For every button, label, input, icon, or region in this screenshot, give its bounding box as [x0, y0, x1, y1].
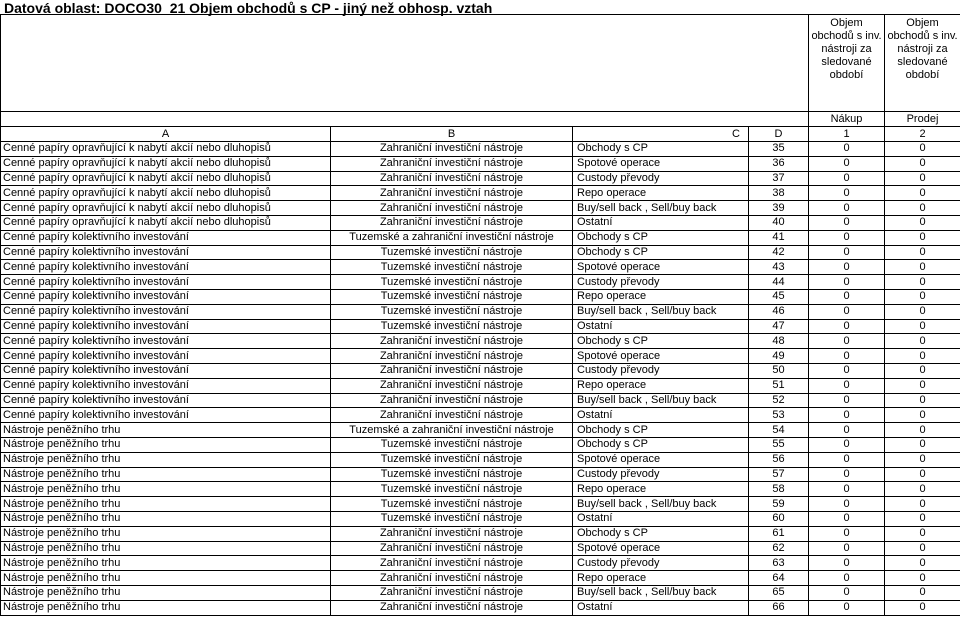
table-row: [1, 585, 960, 600]
cell-operation: Obchody s CP: [573, 230, 749, 245]
cell-row-number: 66: [749, 600, 809, 615]
header-blank: [1, 15, 809, 112]
cell-sale-value: 0: [885, 467, 960, 482]
cell-instrument-origin: Zahraniční investiční nástroje: [331, 378, 573, 393]
cell-purchase-value: 0: [809, 245, 885, 260]
cell-purchase-value: 0: [809, 156, 885, 171]
cell-sale-value: 0: [885, 304, 960, 319]
cell-purchase-value: 0: [809, 452, 885, 467]
cell-operation: Obchody s CP: [573, 334, 749, 349]
column-number-1: 1: [809, 127, 885, 142]
cell-purchase-value: 0: [809, 215, 885, 230]
subheader-purchase: Nákup: [809, 112, 885, 127]
cell-row-number: 51: [749, 378, 809, 393]
cell-instrument-type: Cenné papíry opravňující k nabytí akcií nebo dluhopisů: [1, 215, 331, 230]
cell-operation: Spotové operace: [573, 156, 749, 171]
cell-sale-value: 0: [885, 275, 960, 290]
cell-purchase-value: 0: [809, 171, 885, 186]
cell-purchase-value: 0: [809, 378, 885, 393]
cell-instrument-type: Cenné papíry opravňující k nabytí akcií nebo dluhopisů: [1, 156, 331, 171]
cell-sale-value: 0: [885, 600, 960, 615]
cell-operation: Repo operace: [573, 482, 749, 497]
cell-instrument-origin: Zahraniční investiční nástroje: [331, 186, 573, 201]
table-row: [1, 363, 960, 378]
subheader-blank: [1, 112, 809, 127]
cell-instrument-origin: Zahraniční investiční nástroje: [331, 201, 573, 216]
cell-operation: Obchody s CP: [573, 142, 749, 157]
cell-instrument-origin: Zahraniční investiční nástroje: [331, 556, 573, 571]
page-title: Datová oblast: DOCO30_21 Objem obchodů s CP - jiný než obhosp. vztah: [4, 0, 493, 16]
cell-instrument-type: Nástroje peněžního trhu: [1, 467, 331, 482]
cell-instrument-origin: Zahraniční investiční nástroje: [331, 585, 573, 600]
cell-instrument-type: Cenné papíry kolektivního investování: [1, 319, 331, 334]
cell-row-number: 49: [749, 349, 809, 364]
cell-operation: Repo operace: [573, 571, 749, 586]
column-header-sale: Objem obchodů s inv. nástroji za sledované období: [885, 15, 960, 112]
cell-instrument-origin: Zahraniční investiční nástroje: [331, 142, 573, 157]
cell-instrument-type: Cenné papíry kolektivního investování: [1, 393, 331, 408]
subheader-row: [1, 112, 960, 127]
cell-operation: Spotové operace: [573, 452, 749, 467]
cell-sale-value: 0: [885, 230, 960, 245]
cell-operation: Obchody s CP: [573, 245, 749, 260]
cell-instrument-type: Nástroje peněžního trhu: [1, 571, 331, 586]
cell-instrument-type: Nástroje peněžního trhu: [1, 437, 331, 452]
column-letter-b: B: [331, 127, 573, 142]
table-row: [1, 171, 960, 186]
cell-row-number: 57: [749, 467, 809, 482]
table-row: [1, 289, 960, 304]
cell-purchase-value: 0: [809, 511, 885, 526]
cell-row-number: 45: [749, 289, 809, 304]
column-header-purchase: Objem obchodů s inv. nástroji za sledované období: [809, 15, 885, 112]
cell-row-number: 36: [749, 156, 809, 171]
cell-row-number: 52: [749, 393, 809, 408]
cell-operation: Ostatní: [573, 215, 749, 230]
cell-instrument-origin: Tuzemské a zahraniční investiční nástroje: [331, 423, 573, 438]
cell-instrument-type: Cenné papíry opravňující k nabytí akcií nebo dluhopisů: [1, 201, 331, 216]
cell-instrument-origin: Tuzemské investiční nástroje: [331, 319, 573, 334]
cell-row-number: 48: [749, 334, 809, 349]
cell-row-number: 62: [749, 541, 809, 556]
cell-sale-value: 0: [885, 497, 960, 512]
cell-operation: Custody převody: [573, 556, 749, 571]
cell-instrument-origin: Tuzemské investiční nástroje: [331, 289, 573, 304]
cell-sale-value: 0: [885, 215, 960, 230]
cell-instrument-origin: Tuzemské investiční nástroje: [331, 275, 573, 290]
column-number-2: 2: [885, 127, 960, 142]
cell-instrument-type: Cenné papíry kolektivního investování: [1, 363, 331, 378]
cell-instrument-type: Nástroje peněžního trhu: [1, 452, 331, 467]
cell-sale-value: 0: [885, 541, 960, 556]
table-row: [1, 260, 960, 275]
column-letter-row: [1, 127, 960, 142]
cell-instrument-origin: Zahraniční investiční nástroje: [331, 156, 573, 171]
cell-purchase-value: 0: [809, 275, 885, 290]
cell-purchase-value: 0: [809, 437, 885, 452]
cell-instrument-type: Nástroje peněžního trhu: [1, 423, 331, 438]
cell-sale-value: 0: [885, 319, 960, 334]
cell-instrument-type: Nástroje peněžního trhu: [1, 482, 331, 497]
cell-instrument-origin: Zahraniční investiční nástroje: [331, 526, 573, 541]
cell-instrument-origin: Zahraniční investiční nástroje: [331, 171, 573, 186]
cell-purchase-value: 0: [809, 319, 885, 334]
cell-row-number: 63: [749, 556, 809, 571]
table-row: [1, 156, 960, 171]
cell-operation: Custody převody: [573, 275, 749, 290]
cell-row-number: 64: [749, 571, 809, 586]
cell-row-number: 65: [749, 585, 809, 600]
cell-purchase-value: 0: [809, 541, 885, 556]
table-row: [1, 408, 960, 423]
cell-sale-value: 0: [885, 452, 960, 467]
cell-sale-value: 0: [885, 393, 960, 408]
cell-row-number: 56: [749, 452, 809, 467]
cell-row-number: 39: [749, 201, 809, 216]
table-row: [1, 349, 960, 364]
cell-purchase-value: 0: [809, 423, 885, 438]
table-row: [1, 437, 960, 452]
cell-purchase-value: 0: [809, 497, 885, 512]
cell-instrument-origin: Zahraniční investiční nástroje: [331, 334, 573, 349]
cell-row-number: 53: [749, 408, 809, 423]
cell-sale-value: 0: [885, 378, 960, 393]
cell-operation: Buy/sell back , Sell/buy back: [573, 585, 749, 600]
table-row: [1, 526, 960, 541]
cell-instrument-type: Cenné papíry kolektivního investování: [1, 334, 331, 349]
cell-sale-value: 0: [885, 526, 960, 541]
table-row: [1, 482, 960, 497]
cell-sale-value: 0: [885, 408, 960, 423]
cell-instrument-type: Nástroje peněžního trhu: [1, 600, 331, 615]
table-row: [1, 423, 960, 438]
cell-operation: Buy/sell back , Sell/buy back: [573, 497, 749, 512]
cell-operation: Buy/sell back , Sell/buy back: [573, 393, 749, 408]
cell-instrument-type: Cenné papíry kolektivního investování: [1, 230, 331, 245]
cell-sale-value: 0: [885, 201, 960, 216]
table-row: [1, 142, 960, 157]
cell-operation: Repo operace: [573, 378, 749, 393]
cell-instrument-type: Cenné papíry kolektivního investování: [1, 349, 331, 364]
cell-row-number: 61: [749, 526, 809, 541]
cell-row-number: 38: [749, 186, 809, 201]
cell-purchase-value: 0: [809, 142, 885, 157]
cell-sale-value: 0: [885, 156, 960, 171]
cell-sale-value: 0: [885, 349, 960, 364]
cell-operation: Obchody s CP: [573, 437, 749, 452]
cell-row-number: 35: [749, 142, 809, 157]
cell-instrument-type: Nástroje peněžního trhu: [1, 511, 331, 526]
cell-operation: Ostatní: [573, 319, 749, 334]
cell-sale-value: 0: [885, 186, 960, 201]
cell-operation: Buy/sell back , Sell/buy back: [573, 304, 749, 319]
cell-instrument-origin: Zahraniční investiční nástroje: [331, 600, 573, 615]
cell-instrument-type: Cenné papíry opravňující k nabytí akcií nebo dluhopisů: [1, 142, 331, 157]
cell-row-number: 59: [749, 497, 809, 512]
table-row: [1, 215, 960, 230]
cell-purchase-value: 0: [809, 334, 885, 349]
column-letter-d: D: [749, 127, 809, 142]
cell-instrument-type: Nástroje peněžního trhu: [1, 526, 331, 541]
subheader-sale: Prodej: [885, 112, 960, 127]
column-letter-a: A: [1, 127, 331, 142]
cell-purchase-value: 0: [809, 304, 885, 319]
table-row: [1, 201, 960, 216]
cell-purchase-value: 0: [809, 526, 885, 541]
cell-instrument-type: Cenné papíry kolektivního investování: [1, 408, 331, 423]
cell-row-number: 50: [749, 363, 809, 378]
cell-row-number: 55: [749, 437, 809, 452]
cell-instrument-type: Nástroje peněžního trhu: [1, 497, 331, 512]
cell-operation: Custody převody: [573, 467, 749, 482]
table-row: [1, 319, 960, 334]
cell-row-number: 37: [749, 171, 809, 186]
cell-instrument-origin: Tuzemské investiční nástroje: [331, 260, 573, 275]
cell-instrument-origin: Tuzemské investiční nástroje: [331, 467, 573, 482]
cell-instrument-origin: Tuzemské investiční nástroje: [331, 245, 573, 260]
cell-sale-value: 0: [885, 334, 960, 349]
cell-instrument-type: Nástroje peněžního trhu: [1, 541, 331, 556]
table-row: [1, 378, 960, 393]
cell-operation: Ostatní: [573, 600, 749, 615]
cell-sale-value: 0: [885, 423, 960, 438]
cell-operation: Spotové operace: [573, 260, 749, 275]
cell-instrument-origin: Tuzemské a zahraniční investiční nástroje: [331, 230, 573, 245]
cell-row-number: 43: [749, 260, 809, 275]
cell-sale-value: 0: [885, 571, 960, 586]
cell-instrument-type: Cenné papíry kolektivního investování: [1, 304, 331, 319]
cell-instrument-type: Cenné papíry kolektivního investování: [1, 275, 331, 290]
cell-instrument-origin: Zahraniční investiční nástroje: [331, 349, 573, 364]
cell-row-number: 58: [749, 482, 809, 497]
cell-purchase-value: 0: [809, 482, 885, 497]
cell-operation: Repo operace: [573, 289, 749, 304]
table-row: [1, 556, 960, 571]
cell-instrument-origin: Zahraniční investiční nástroje: [331, 215, 573, 230]
cell-instrument-origin: Tuzemské investiční nástroje: [331, 482, 573, 497]
table-row: [1, 467, 960, 482]
cell-instrument-origin: Zahraniční investiční nástroje: [331, 408, 573, 423]
cell-instrument-origin: Tuzemské investiční nástroje: [331, 452, 573, 467]
cell-sale-value: 0: [885, 556, 960, 571]
cell-row-number: 47: [749, 319, 809, 334]
cell-operation: Ostatní: [573, 408, 749, 423]
cell-instrument-origin: Tuzemské investiční nástroje: [331, 304, 573, 319]
cell-instrument-type: Cenné papíry kolektivního investování: [1, 289, 331, 304]
cell-instrument-type: Cenné papíry kolektivního investování: [1, 378, 331, 393]
cell-instrument-origin: Tuzemské investiční nástroje: [331, 497, 573, 512]
cell-purchase-value: 0: [809, 585, 885, 600]
cell-purchase-value: 0: [809, 393, 885, 408]
data-table: [0, 14, 960, 616]
cell-purchase-value: 0: [809, 186, 885, 201]
table-row: [1, 600, 960, 615]
cell-operation: Buy/sell back , Sell/buy back: [573, 201, 749, 216]
cell-sale-value: 0: [885, 171, 960, 186]
table-row: [1, 452, 960, 467]
cell-operation: Custody převody: [573, 363, 749, 378]
cell-row-number: 54: [749, 423, 809, 438]
table-row: [1, 541, 960, 556]
table-row: [1, 571, 960, 586]
table-row: [1, 230, 960, 245]
cell-purchase-value: 0: [809, 349, 885, 364]
cell-purchase-value: 0: [809, 571, 885, 586]
cell-sale-value: 0: [885, 260, 960, 275]
cell-instrument-type: Nástroje peněžního trhu: [1, 585, 331, 600]
cell-operation: Obchody s CP: [573, 423, 749, 438]
table-row: [1, 334, 960, 349]
cell-purchase-value: 0: [809, 467, 885, 482]
cell-instrument-type: Cenné papíry kolektivního investování: [1, 245, 331, 260]
column-letter-c: C: [573, 127, 749, 142]
cell-instrument-type: Cenné papíry opravňující k nabytí akcií nebo dluhopisů: [1, 186, 331, 201]
cell-instrument-origin: Zahraniční investiční nástroje: [331, 541, 573, 556]
cell-sale-value: 0: [885, 437, 960, 452]
cell-instrument-type: Nástroje peněžního trhu: [1, 556, 331, 571]
cell-operation: Ostatní: [573, 511, 749, 526]
table-row: [1, 393, 960, 408]
cell-row-number: 46: [749, 304, 809, 319]
cell-purchase-value: 0: [809, 289, 885, 304]
cell-purchase-value: 0: [809, 230, 885, 245]
cell-operation: Spotové operace: [573, 541, 749, 556]
cell-instrument-origin: Zahraniční investiční nástroje: [331, 363, 573, 378]
cell-purchase-value: 0: [809, 408, 885, 423]
cell-purchase-value: 0: [809, 260, 885, 275]
cell-operation: Obchody s CP: [573, 526, 749, 541]
table-row: [1, 511, 960, 526]
cell-row-number: 40: [749, 215, 809, 230]
cell-instrument-origin: Tuzemské investiční nástroje: [331, 511, 573, 526]
header-row: [1, 15, 960, 112]
cell-row-number: 42: [749, 245, 809, 260]
cell-purchase-value: 0: [809, 600, 885, 615]
cell-sale-value: 0: [885, 482, 960, 497]
table-row: [1, 186, 960, 201]
cell-instrument-origin: Tuzemské investiční nástroje: [331, 437, 573, 452]
cell-sale-value: 0: [885, 585, 960, 600]
cell-purchase-value: 0: [809, 201, 885, 216]
cell-instrument-type: Cenné papíry kolektivního investování: [1, 260, 331, 275]
cell-instrument-origin: Zahraniční investiční nástroje: [331, 393, 573, 408]
table-row: [1, 304, 960, 319]
cell-sale-value: 0: [885, 245, 960, 260]
cell-purchase-value: 0: [809, 556, 885, 571]
cell-operation: Repo operace: [573, 186, 749, 201]
table-row: [1, 245, 960, 260]
table-row: [1, 275, 960, 290]
cell-row-number: 44: [749, 275, 809, 290]
cell-sale-value: 0: [885, 363, 960, 378]
cell-sale-value: 0: [885, 511, 960, 526]
cell-row-number: 41: [749, 230, 809, 245]
table-row: [1, 497, 960, 512]
cell-row-number: 60: [749, 511, 809, 526]
cell-operation: Custody převody: [573, 171, 749, 186]
cell-instrument-origin: Zahraniční investiční nástroje: [331, 571, 573, 586]
cell-sale-value: 0: [885, 289, 960, 304]
cell-sale-value: 0: [885, 142, 960, 157]
cell-instrument-type: Cenné papíry opravňující k nabytí akcií nebo dluhopisů: [1, 171, 331, 186]
cell-purchase-value: 0: [809, 363, 885, 378]
cell-operation: Spotové operace: [573, 349, 749, 364]
